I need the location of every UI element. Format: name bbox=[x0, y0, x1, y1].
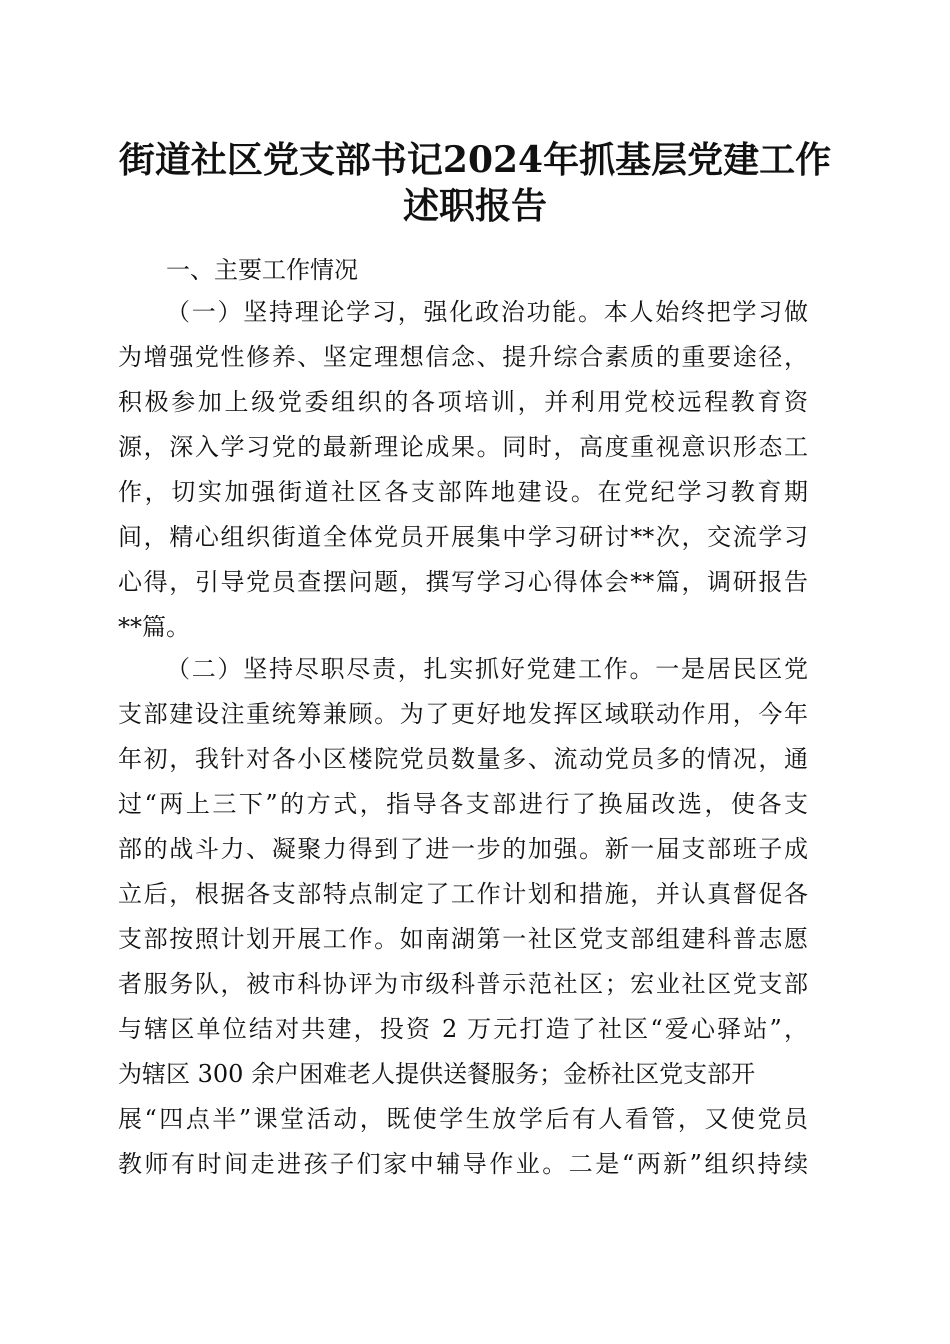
paragraph-line: 间，精心组织街道全体党员开展集中学习研讨**次，交流学习 bbox=[118, 523, 808, 551]
paragraph-line: 与辖区单位结对共建，投资 2 万元打造了社区“爱心驿站”， bbox=[118, 1015, 808, 1043]
paragraph-line: 过“两上三下”的方式，指导各支部进行了换届改选，使各支 bbox=[118, 790, 808, 818]
paragraph-line: 支部建设注重统筹兼顾。为了更好地发挥区域联动作用，今年 bbox=[118, 700, 808, 728]
paragraph-line: 部的战斗力、凝聚力得到了进一步的加强。新一届支部班子成 bbox=[118, 835, 808, 863]
paragraph-line: （二）坚持尽职尽责，扎实抓好党建工作。一是居民区党 bbox=[166, 655, 808, 683]
document-title-line-1: 街道社区党支部书记2024年抓基层党建工作 bbox=[118, 139, 832, 181]
paragraph-line: （一）坚持理论学习，强化政治功能。本人始终把学习做 bbox=[166, 298, 808, 326]
section-heading: 一、主要工作情况 bbox=[166, 256, 358, 284]
paragraph-line: 展“四点半”课堂活动，既使学生放学后有人看管，又使党员 bbox=[118, 1105, 808, 1133]
paragraph-line: 作，切实加强街道社区各支部阵地建设。在党纪学习教育期 bbox=[118, 478, 808, 506]
paragraph-line: 者服务队，被市科协评为市级科普示范社区；宏业社区党支部 bbox=[118, 970, 808, 998]
paragraph-line: 心得，引导党员查摆问题，撰写学习心得体会**篇，调研报告 bbox=[118, 568, 808, 596]
document-title-line-2: 述职报告 bbox=[402, 185, 547, 227]
paragraph-line: 教师有时间走进孩子们家中辅导作业。二是“两新”组织持续 bbox=[118, 1150, 808, 1178]
paragraph-line: 立后，根据各支部特点制定了工作计划和措施，并认真督促各 bbox=[118, 880, 808, 908]
paragraph-line: 为辖区 300 余户困难老人提供送餐服务；金桥社区党支部开 bbox=[118, 1060, 756, 1088]
paragraph-line: 积极参加上级党委组织的各项培训，并利用党校远程教育资 bbox=[118, 388, 808, 416]
paragraph-line: 支部按照计划开展工作。如南湖第一社区党支部组建科普志愿 bbox=[118, 925, 808, 953]
paragraph-line: 年初，我针对各小区楼院党员数量多、流动党员多的情况，通 bbox=[118, 745, 808, 773]
paragraph-line: 为增强党性修养、坚定理想信念、提升综合素质的重要途径， bbox=[118, 343, 808, 371]
paragraph-line: 源，深入学习党的最新理论成果。同时，高度重视意识形态工 bbox=[118, 433, 808, 461]
paragraph-line: **篇。 bbox=[118, 613, 190, 641]
